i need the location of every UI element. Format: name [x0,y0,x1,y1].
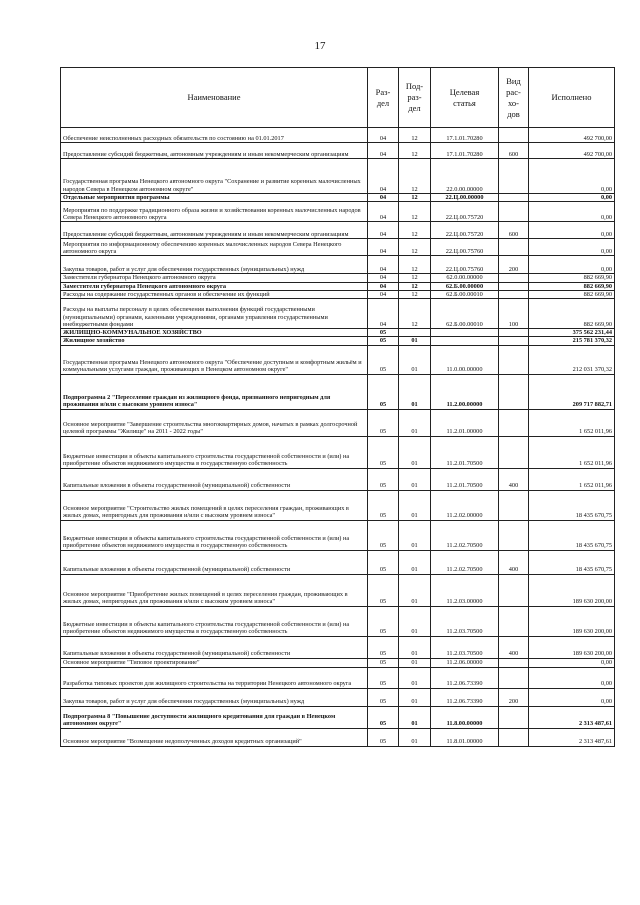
table-row [61,143,615,159]
row-subsection: 01 [399,468,431,490]
row-expense-type [499,606,529,636]
table-row [61,550,615,574]
table-row [61,290,615,298]
row-amount: 375 562 231,44 [529,329,615,337]
row-section: 05 [368,728,399,746]
row-expense-type [499,194,529,202]
table-row [61,436,615,468]
row-subsection: 01 [399,728,431,746]
row-subsection: 01 [399,550,431,574]
row-expense-type [499,520,529,550]
row-amount: 882 669,90 [529,299,615,329]
row-subsection: 12 [399,290,431,298]
header-expense-type: Вид рас- хо- дов [499,68,529,128]
row-expense-type: 600 [499,222,529,239]
header-section: Раз- дел [368,68,399,128]
row-expense-type: 400 [499,550,529,574]
row-name: Основное мероприятие "Завершение строительства многоквартирных домов, начатых в рамках долгосрочной целевой программы "Жилище" на 2011 - 2022 годы" [61,409,368,436]
row-amount: 18 435 670,75 [529,490,615,520]
row-subsection: 12 [399,274,431,282]
row-name: Закупка товаров, работ и услуг для обеспечения государственных (муниципальных) нужд [61,256,368,274]
row-target-article: 11.2.03.70500 [431,606,499,636]
row-amount: 492 700,00 [529,128,615,143]
row-target-article: 22.0.00.00000 [431,159,499,194]
table-row [61,202,615,222]
row-expense-type [499,345,529,374]
row-name: Основное мероприятие "Возмещение недополученных доходов кредитных организаций" [61,728,368,746]
table-row [61,667,615,688]
row-section: 05 [368,688,399,706]
row-subsection: 01 [399,688,431,706]
row-amount: 0,00 [529,222,615,239]
row-target-article: 11.2.00.00000 [431,374,499,409]
row-target-article: 11.2.06.73390 [431,688,499,706]
row-target-article: 62.Б.00.00010 [431,299,499,329]
row-section: 04 [368,282,399,290]
row-amount: 18 435 670,75 [529,520,615,550]
row-amount: 189 630 200,00 [529,606,615,636]
row-subsection: 12 [399,194,431,202]
row-amount: 215 781 370,32 [529,337,615,345]
row-amount: 0,00 [529,256,615,274]
row-target-article: 11.2.01.70500 [431,468,499,490]
row-target-article: 11.2.01.70500 [431,436,499,468]
row-amount: 0,00 [529,194,615,202]
row-section: 04 [368,256,399,274]
table-row [61,337,615,345]
row-expense-type [499,239,529,256]
row-expense-type: 600 [499,143,529,159]
row-amount: 0,00 [529,667,615,688]
row-amount: 0,00 [529,202,615,222]
table-row [61,409,615,436]
row-expense-type [499,374,529,409]
table-row [61,329,615,337]
row-target-article [431,329,499,337]
row-section: 04 [368,143,399,159]
row-name: Основное мероприятие "Приобретение жилых помещений в целях переселения граждан, проживающих в жилых домах, непригодных для проживания и/или с высоким уровнем износа" [61,574,368,606]
row-amount: 0,00 [529,688,615,706]
row-expense-type [499,274,529,282]
row-name: Расходы на выплаты персоналу в целях обеспечения выполнения функций государственными (муниципальными) органами, казенными учреждениями, органами управления государственными внебюджетными фондами [61,299,368,329]
row-section: 04 [368,274,399,282]
row-expense-type: 200 [499,688,529,706]
row-subsection: 12 [399,239,431,256]
row-subsection: 01 [399,658,431,667]
table-row [61,636,615,658]
row-section: 04 [368,128,399,143]
row-subsection: 01 [399,436,431,468]
row-name: Бюджетные инвестиции в объекты капитального строительства государственной собственности и (или) на приобретение объектов недвижимого имущества в государственную собственность [61,436,368,468]
row-section: 05 [368,436,399,468]
row-name: Заместители губернатора Ненецкого автономного округа [61,282,368,290]
row-subsection: 01 [399,520,431,550]
row-section: 04 [368,299,399,329]
row-name: Закупка товаров, работ и услуг для обеспечения государственных (муниципальных) нужд [61,688,368,706]
row-expense-type: 100 [499,299,529,329]
row-subsection: 01 [399,636,431,658]
table-row [61,282,615,290]
row-expense-type: 400 [499,636,529,658]
row-name: Мероприятия по информационному обеспечению коренных малочисленных народов Севера Ненецкого автономного округа [61,239,368,256]
row-subsection: 01 [399,574,431,606]
row-target-article: 11.2.06.73390 [431,667,499,688]
row-name: Разработка типовых проектов для жилищного строительства на территории Ненецкого автономного округа [61,667,368,688]
row-name: Капитальные вложения в объекты государственной (муниципальной) собственности [61,550,368,574]
row-expense-type: 400 [499,468,529,490]
table-row [61,574,615,606]
row-target-article: 17.1.01.70280 [431,128,499,143]
table-row [61,468,615,490]
row-name: Государственная программа Ненецкого автономного округа "Обеспечение доступным и комфортным жильём и коммунальными услугами граждан, проживающих в Ненецком автономном округе" [61,345,368,374]
row-target-article: 22.Ц.00.75760 [431,239,499,256]
table-row [61,658,615,667]
row-target-article: 62.Б.00.00010 [431,290,499,298]
row-subsection: 12 [399,202,431,222]
row-amount: 882 669,90 [529,290,615,298]
row-amount: 882 669,90 [529,282,615,290]
row-expense-type [499,574,529,606]
row-expense-type [499,490,529,520]
row-subsection [399,329,431,337]
table-row [61,299,615,329]
row-amount: 882 669,90 [529,274,615,282]
row-amount: 2 313 487,61 [529,728,615,746]
row-subsection: 01 [399,374,431,409]
row-expense-type [499,436,529,468]
row-name: Подпрограмма 2 "Переселение граждан из жилищного фонда, признанного непригодным для проживания и/или с высоким уровнем износа" [61,374,368,409]
row-target-article: 22.Ц.00.00000 [431,194,499,202]
row-name: ЖИЛИЩНО-КОММУНАЛЬНОЕ ХОЗЯЙСТВО [61,329,368,337]
table-row [61,688,615,706]
row-expense-type [499,128,529,143]
row-target-article: 62.0.00.00000 [431,274,499,282]
row-amount: 212 031 370,32 [529,345,615,374]
row-name: Бюджетные инвестиции в объекты капитального строительства государственной собственности и (или) на приобретение объектов недвижимого имущества в государственную собственность [61,520,368,550]
row-target-article: 11.2.06.00000 [431,658,499,667]
row-amount: 0,00 [529,159,615,194]
row-section: 05 [368,374,399,409]
row-expense-type [499,409,529,436]
table-row [61,194,615,202]
row-amount: 189 630 200,00 [529,636,615,658]
row-name: Капитальные вложения в объекты государственной (муниципальной) собственности [61,636,368,658]
row-subsection: 12 [399,143,431,159]
table-row [61,520,615,550]
row-section: 04 [368,159,399,194]
row-name: Мероприятия по поддержке традиционного образа жизни и хозяйствования коренных малочисленных народов Севера Ненецкого автономного округа [61,202,368,222]
row-subsection: 01 [399,667,431,688]
row-section: 05 [368,409,399,436]
table-row [61,728,615,746]
row-name: Государственная программа Ненецкого автономного округа "Сохранение и развитие коренных малочисленных народов Севера в Ненецком автономном округе" [61,159,368,194]
row-target-article [431,337,499,345]
row-section: 05 [368,520,399,550]
header-target-article: Целевая статья [431,68,499,128]
row-amount: 189 630 200,00 [529,574,615,606]
row-section: 05 [368,606,399,636]
row-amount: 0,00 [529,658,615,667]
row-amount: 2 313 487,61 [529,706,615,728]
table-row [61,374,615,409]
row-expense-type [499,728,529,746]
row-target-article: 11.8.00.00000 [431,706,499,728]
row-amount: 18 435 670,75 [529,550,615,574]
table-row [61,274,615,282]
row-subsection: 01 [399,490,431,520]
row-expense-type [499,337,529,345]
row-amount: 492 700,00 [529,143,615,159]
row-subsection: 12 [399,128,431,143]
row-expense-type [499,159,529,194]
row-expense-type [499,202,529,222]
row-section: 04 [368,222,399,239]
row-subsection: 01 [399,345,431,374]
row-amount: 209 717 882,71 [529,374,615,409]
row-expense-type [499,282,529,290]
row-amount: 0,00 [529,239,615,256]
row-expense-type: 200 [499,256,529,274]
row-section: 04 [368,239,399,256]
row-subsection: 12 [399,256,431,274]
table-row [61,128,615,143]
row-section: 05 [368,550,399,574]
row-name: Отдельные мероприятия программы [61,194,368,202]
row-section: 04 [368,194,399,202]
row-name: Подпрограмма 8 "Повышение доступности жилищного кредитования для граждан в Ненецком автономном округе" [61,706,368,728]
row-section: 04 [368,202,399,222]
row-section: 05 [368,706,399,728]
row-name: Обеспечение неисполненных расходных обязательств по состоянию на 01.01.2017 [61,128,368,143]
row-target-article: 11.2.02.70500 [431,550,499,574]
row-section: 05 [368,667,399,688]
row-target-article: 62.Б.00.00000 [431,282,499,290]
row-name: Предоставление субсидий бюджетным, автономным учреждениям и иным некоммерческим организациям [61,222,368,239]
table-row [61,345,615,374]
table-row [61,256,615,274]
row-target-article: 22.Ц.00.75760 [431,256,499,274]
row-target-article: 22.Ц.00.75720 [431,222,499,239]
row-name: Расходы на содержание государственных органов и обеспечение их функций [61,290,368,298]
row-name: Предоставление субсидий бюджетным, автономным учреждениям и иным некоммерческим организациям [61,143,368,159]
row-subsection: 01 [399,706,431,728]
row-target-article: 11.8.01.00000 [431,728,499,746]
budget-table [60,67,615,747]
row-target-article: 11.2.02.70500 [431,520,499,550]
row-expense-type [499,706,529,728]
row-amount: 1 652 011,96 [529,468,615,490]
row-subsection: 01 [399,409,431,436]
row-target-article: 11.0.00.00000 [431,345,499,374]
table-row [61,606,615,636]
row-target-article: 11.2.01.00000 [431,409,499,436]
row-section: 05 [368,468,399,490]
page-number: 17 [314,40,326,52]
table-row [61,706,615,728]
row-name: Бюджетные инвестиции в объекты капитального строительства государственной собственности и (или) на приобретение объектов недвижимого имущества в государственную собственность [61,606,368,636]
row-subsection: 01 [399,606,431,636]
table-row [61,490,615,520]
row-section: 05 [368,329,399,337]
table-row [61,159,615,194]
row-expense-type [499,667,529,688]
row-subsection: 12 [399,299,431,329]
table-row [61,239,615,256]
row-subsection: 12 [399,159,431,194]
row-target-article: 11.2.03.70500 [431,636,499,658]
row-section: 05 [368,636,399,658]
row-expense-type [499,658,529,667]
row-amount: 1 652 011,96 [529,436,615,468]
row-expense-type [499,329,529,337]
row-section: 05 [368,345,399,374]
row-amount: 1 652 011,96 [529,409,615,436]
row-name: Капитальные вложения в объекты государственной (муниципальной) собственности [61,468,368,490]
row-target-article: 11.2.02.00000 [431,490,499,520]
row-target-article: 11.2.03.00000 [431,574,499,606]
row-section: 05 [368,658,399,667]
row-subsection: 12 [399,282,431,290]
row-name: Заместители губернатора Ненецкого автономного округа [61,274,368,282]
row-name: Жилищное хозяйство [61,337,368,345]
table-header [61,68,615,128]
header-name: Наименование [61,68,368,128]
row-name: Основное мероприятие "Типовое проектирование" [61,658,368,667]
row-name: Основное мероприятие "Строительство жилых помещений в целях переселения граждан, проживающих в жилых домах, непригодных для проживания и/или с высоким уровнем износа" [61,490,368,520]
row-section: 04 [368,290,399,298]
row-expense-type [499,290,529,298]
row-subsection: 01 [399,337,431,345]
header-executed: Исполнено [529,68,615,128]
table-row [61,222,615,239]
row-section: 05 [368,490,399,520]
header-subsection: Под- раз- дел [399,68,431,128]
row-subsection: 12 [399,222,431,239]
row-target-article: 17.1.01.70280 [431,143,499,159]
row-section: 05 [368,337,399,345]
row-target-article: 22.Ц.00.75720 [431,202,499,222]
row-section: 05 [368,574,399,606]
